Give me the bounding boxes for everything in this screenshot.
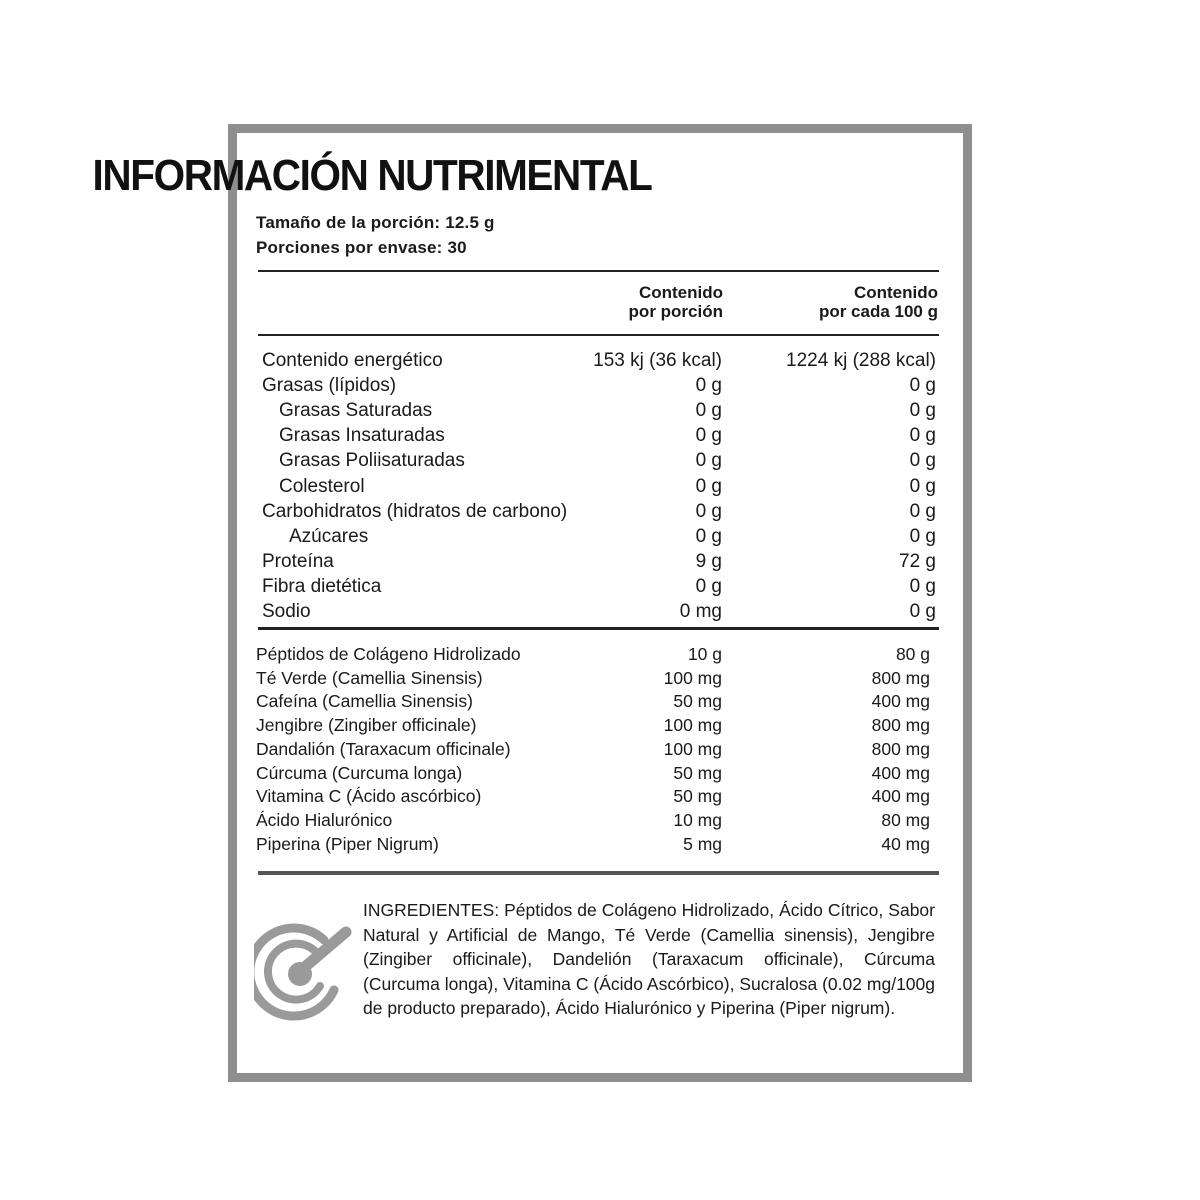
table-row xyxy=(256,737,938,761)
row-label: Colesterol xyxy=(279,475,365,497)
per-serving-value: 100 mg xyxy=(663,738,722,759)
table-row xyxy=(256,666,938,690)
page-title: INFORMACIÓN NUTRIMENTAL xyxy=(92,151,652,200)
table-row xyxy=(262,398,939,423)
per-100g-value: 800 mg xyxy=(871,667,930,688)
row-label: Ácido Hialurónico xyxy=(256,809,393,830)
table-row xyxy=(256,713,938,737)
per-100g-value: 0 g xyxy=(909,450,936,472)
per-100g-value: 400 mg xyxy=(871,762,930,783)
table-row xyxy=(256,808,938,832)
per-serving-value: 0 g xyxy=(695,475,722,497)
per-serving-value: 0 g xyxy=(695,425,722,447)
row-label: Vitamina C (Ácido ascórbico) xyxy=(256,786,482,807)
column-header-per-serving xyxy=(629,283,723,321)
row-label: Sodio xyxy=(262,601,311,622)
row-label: Fibra dietética xyxy=(262,575,382,597)
per-100g-value: 1224 kj (288 kcal) xyxy=(786,350,936,371)
per-100g-value: 0 g xyxy=(909,500,936,522)
per-serving-value: 153 kj (36 kcal) xyxy=(593,350,722,371)
table-row xyxy=(262,448,939,473)
per-100g-value: 80 mg xyxy=(881,809,930,830)
column-header-line: por porción xyxy=(628,302,723,321)
table-row xyxy=(256,689,938,713)
table-row xyxy=(262,348,939,373)
column-header-line: Contenido xyxy=(853,283,938,302)
row-label: Grasas Insaturadas xyxy=(279,425,445,447)
per-serving-value: 10 g xyxy=(687,644,722,664)
per-serving-value: 0 g xyxy=(695,400,722,422)
column-header-per-100g xyxy=(819,283,938,321)
table-row xyxy=(262,423,939,448)
per-100g-value: 0 g xyxy=(909,375,936,397)
per-100g-value: 800 mg xyxy=(871,738,930,759)
per-serving-value: 10 mg xyxy=(673,809,722,830)
per-100g-value: 0 g xyxy=(909,601,936,622)
row-label: Cúrcuma (Curcuma longa) xyxy=(256,762,463,783)
row-label: Té Verde (Camellia Sinensis) xyxy=(256,667,483,688)
divider xyxy=(258,627,939,630)
row-label: Piperina (Piper Nigrum) xyxy=(256,833,439,854)
scoop-icon xyxy=(254,920,358,1024)
row-label: Jengibre (Zingiber officinale) xyxy=(256,715,477,736)
per-100g-value: 40 mg xyxy=(881,833,930,854)
divider xyxy=(258,334,939,336)
row-label: Grasas (lípidos) xyxy=(262,375,397,397)
per-serving-value: 50 mg xyxy=(673,786,722,807)
table-row xyxy=(262,524,939,549)
per-serving-value: 0 g xyxy=(695,450,722,472)
per-100g-value: 400 mg xyxy=(871,786,930,807)
per-100g-value: 72 g xyxy=(899,550,936,572)
per-100g-value: 0 g xyxy=(909,525,936,547)
per-100g-value: 0 g xyxy=(909,425,936,447)
row-label: Dandalión (Taraxacum officinale) xyxy=(256,738,511,759)
row-label: Grasas Poliisaturadas xyxy=(279,450,465,472)
table-row xyxy=(262,574,939,599)
table-row xyxy=(262,474,939,499)
per-serving-value: 50 mg xyxy=(673,691,722,712)
divider xyxy=(258,871,939,875)
table-row xyxy=(256,784,938,808)
per-serving-value: 0 g xyxy=(695,500,722,522)
table-row xyxy=(262,373,939,398)
row-label: Carbohidratos (hidratos de carbono) xyxy=(262,500,568,522)
per-serving-value: 50 mg xyxy=(673,762,722,783)
table-row xyxy=(262,499,939,524)
table-row xyxy=(256,642,938,666)
per-serving-value: 0 g xyxy=(695,375,722,397)
per-serving-value: 0 mg xyxy=(679,601,722,622)
per-100g-value: 800 mg xyxy=(871,715,930,736)
table-row xyxy=(262,549,939,574)
per-serving-value: 100 mg xyxy=(663,667,722,688)
column-header-line: Contenido xyxy=(638,283,723,302)
table-row xyxy=(256,761,938,785)
table-row xyxy=(262,599,939,624)
per-serving-value: 0 g xyxy=(695,525,722,547)
row-label: Proteína xyxy=(262,550,334,572)
row-label: Péptidos de Colágeno Hidrolizado xyxy=(256,644,521,664)
row-label: Contenido energético xyxy=(262,350,443,371)
per-100g-value: 400 mg xyxy=(871,691,930,712)
column-header-line: por cada 100 g xyxy=(818,302,938,321)
row-label: Cafeína (Camellia Sinensis) xyxy=(256,691,473,712)
servings-per-container: Porciones por envase: 30 xyxy=(256,238,467,257)
per-100g-value: 0 g xyxy=(909,400,936,422)
per-100g-value: 80 g xyxy=(895,644,930,664)
per-100g-value: 0 g xyxy=(909,475,936,497)
per-100g-value: 0 g xyxy=(909,575,936,597)
per-serving-value: 0 g xyxy=(695,575,722,597)
serving-size: Tamaño de la porción: 12.5 g xyxy=(256,213,495,232)
per-serving-value: 100 mg xyxy=(663,715,722,736)
per-serving-value: 5 mg xyxy=(683,833,722,854)
row-label: Grasas Saturadas xyxy=(279,400,433,422)
per-serving-value: 9 g xyxy=(695,550,722,572)
divider xyxy=(258,270,939,272)
table-row xyxy=(256,832,938,856)
row-label: Azúcares xyxy=(289,525,369,547)
ingredients-text: INGREDIENTES: Péptidos de Colágeno Hidrolizado, Ácido Cítrico, Sabor Natural y Artificial de Mango, Té Verde (Camellia sinensis), Jengibre (Zingiber officinale), Dandelión (Taraxacum officinale), Cúrcuma (Curcuma longa), Vitamina C (Ácido Ascórbico), Sucralosa (0.02 mg/100g de producto preparado), Ácido Hialurónico y Piperina (Piper nigrum). xyxy=(363,900,935,1018)
